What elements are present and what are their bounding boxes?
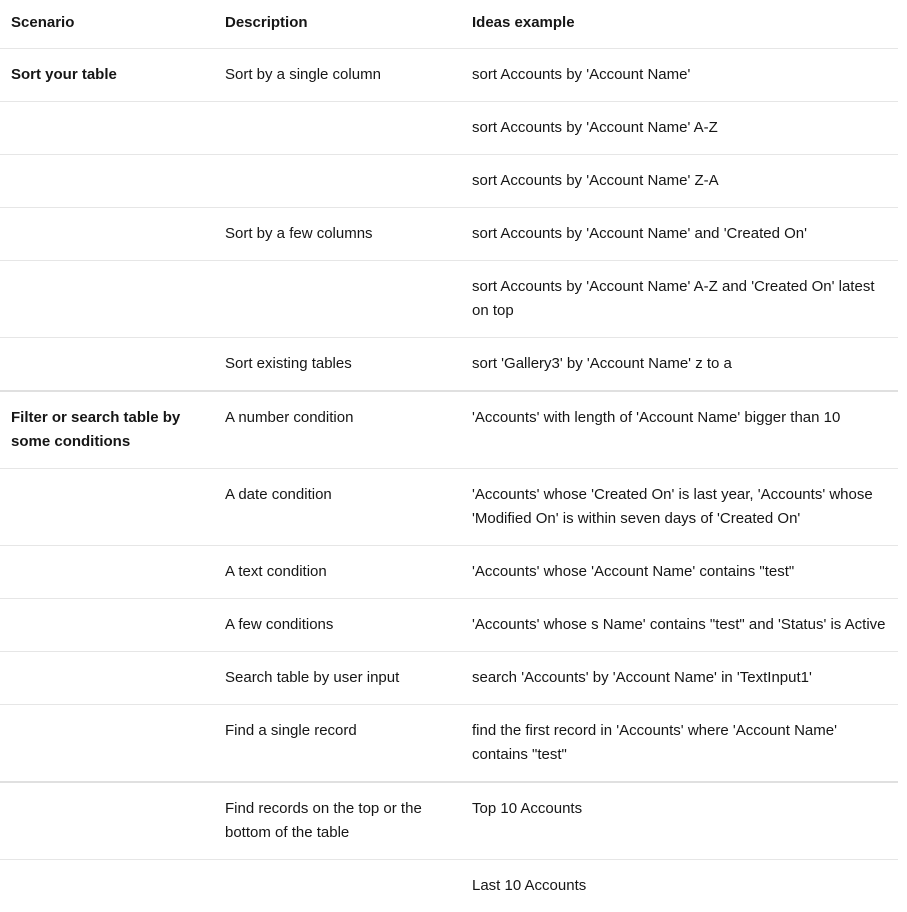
scenario-cell	[0, 546, 214, 599]
scenario-cell: Sort your table	[0, 49, 214, 102]
table-body	[0, 49, 898, 912]
header-example: Ideas example	[461, 0, 898, 49]
table-row	[0, 261, 898, 338]
description-cell: A date condition	[214, 469, 461, 546]
table-row	[0, 652, 898, 705]
example-cell: sort Accounts by 'Account Name' and 'Created On'	[461, 208, 898, 261]
example-cell: sort Accounts by 'Account Name' A-Z and 'Created On' latest on top	[461, 261, 898, 338]
example-cell: sort Accounts by 'Account Name' A-Z	[461, 102, 898, 155]
description-cell: Find a single record	[214, 705, 461, 783]
description-cell: Search table by user input	[214, 652, 461, 705]
scenario-cell	[0, 782, 214, 860]
description-cell	[214, 860, 461, 912]
example-cell: 'Accounts' whose 'Created On' is last year, 'Accounts' whose 'Modified On' is within seven days of 'Created On'	[461, 469, 898, 546]
table-header	[0, 0, 898, 49]
example-cell: 'Accounts' whose 'Account Name' contains "test"	[461, 546, 898, 599]
description-cell	[214, 155, 461, 208]
header-row	[0, 0, 898, 49]
description-cell: Sort by a single column	[214, 49, 461, 102]
scenario-cell	[0, 102, 214, 155]
description-cell: A few conditions	[214, 599, 461, 652]
table-row	[0, 49, 898, 102]
scenario-cell	[0, 338, 214, 392]
table-row	[0, 102, 898, 155]
example-cell: sort Accounts by 'Account Name' Z-A	[461, 155, 898, 208]
example-cell: search 'Accounts' by 'Account Name' in 'TextInput1'	[461, 652, 898, 705]
table-row	[0, 705, 898, 783]
table-row	[0, 546, 898, 599]
example-cell: find the first record in 'Accounts' where 'Account Name' contains "test"	[461, 705, 898, 783]
scenario-cell	[0, 261, 214, 338]
example-cell: sort 'Gallery3' by 'Account Name' z to a	[461, 338, 898, 392]
scenario-cell	[0, 705, 214, 783]
example-cell: 'Accounts' with length of 'Account Name' bigger than 10	[461, 391, 898, 469]
example-cell: Last 10 Accounts	[461, 860, 898, 912]
header-scenario: Scenario	[0, 0, 214, 49]
scenario-cell: Filter or search table by some conditions	[0, 391, 214, 469]
example-cell: Top 10 Accounts	[461, 782, 898, 860]
table-row	[0, 208, 898, 261]
description-cell	[214, 261, 461, 338]
scenario-cell	[0, 652, 214, 705]
table-row	[0, 860, 898, 912]
description-cell: Find records on the top or the bottom of the table	[214, 782, 461, 860]
scenario-cell	[0, 155, 214, 208]
header-description: Description	[214, 0, 461, 49]
scenario-cell	[0, 599, 214, 652]
table-row	[0, 782, 898, 860]
table-row	[0, 391, 898, 469]
table-row	[0, 338, 898, 392]
table-row	[0, 599, 898, 652]
description-cell: A number condition	[214, 391, 461, 469]
description-cell: Sort existing tables	[214, 338, 461, 392]
description-cell	[214, 102, 461, 155]
example-cell: 'Accounts' whose s Name' contains "test" and 'Status' is Active	[461, 599, 898, 652]
scenario-cell	[0, 469, 214, 546]
table-row	[0, 155, 898, 208]
example-cell: sort Accounts by 'Account Name'	[461, 49, 898, 102]
table-row	[0, 469, 898, 546]
scenario-cell	[0, 208, 214, 261]
description-cell: A text condition	[214, 546, 461, 599]
scenario-cell	[0, 860, 214, 912]
description-cell: Sort by a few columns	[214, 208, 461, 261]
